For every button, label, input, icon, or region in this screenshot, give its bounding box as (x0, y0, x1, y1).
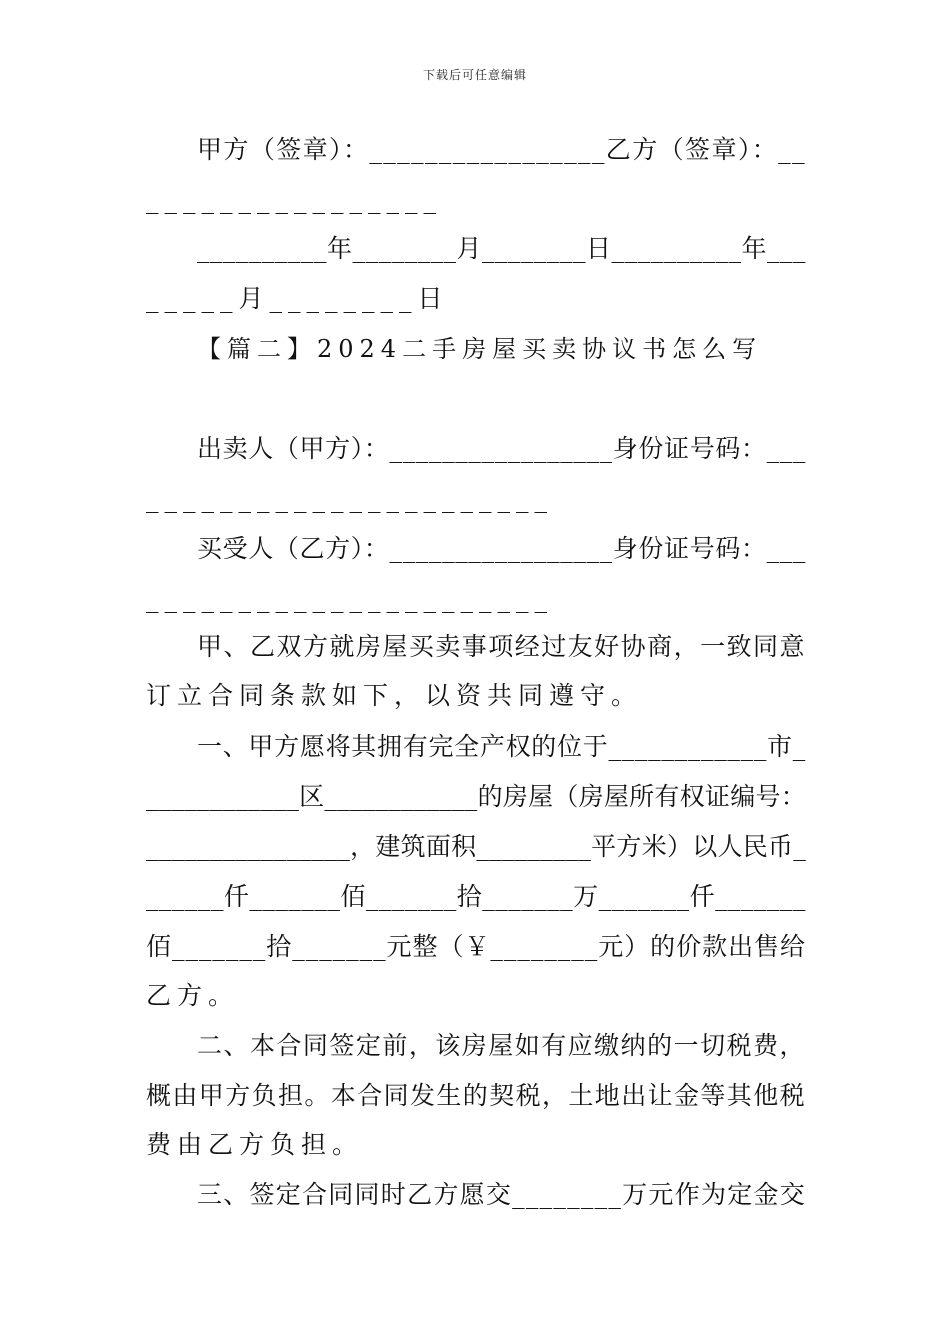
clause-1-line-5: 佰_______拾_______元整（￥________元）的价款出售给 (146, 932, 806, 961)
clause-1-line-6: 乙方。 (146, 981, 240, 1010)
paragraph-intro-continued: 订立合同条款如下，以资共同遵守。 (146, 681, 643, 710)
section-title: 【篇二】2024二手房屋买卖协议书怎么写 (197, 335, 763, 363)
buyer-id-continued: ______________________ (146, 584, 553, 613)
buyer-line: 买受人（乙方）：_________________身份证号码：___ (197, 534, 806, 563)
clause-1-line-3: ________________，建筑面积_________平方米）以人民币_ (146, 832, 806, 861)
clause-3: 三、签定合同同时乙方愿交________万元作为定金交 (197, 1180, 806, 1209)
clause-1: 一、甲方愿将其拥有完全产权的位于____________市_ (197, 732, 806, 761)
signature-line-continued: ________________ (146, 185, 442, 214)
signature-line: 甲方（签章）：_________________乙方（签章）：__ (197, 135, 806, 164)
clause-2: 二、本合同签定前，该房屋如有应缴纳的一切税费， (197, 1031, 806, 1060)
seller-line: 出卖人（甲方）：_________________身份证号码：___ (197, 434, 806, 463)
paragraph-intro: 甲、乙双方就房屋买卖事项经过友好协商，一致同意 (197, 632, 806, 661)
clause-1-line-2: ____________区____________的房屋（房屋所有权证编号： (146, 782, 806, 811)
seller-id-continued: ______________________ (146, 484, 553, 513)
clause-2-line-3: 费由乙方负担。 (146, 1130, 364, 1159)
date-line-continued: _____月________日 (146, 284, 449, 313)
page-header-note: 下载后可任意编辑 (422, 68, 527, 82)
clause-1-line-4: ______仟_______佰_______拾_______万_______仟_______ (146, 882, 806, 911)
date-line: __________年________月________日__________年___ (197, 234, 806, 263)
clause-2-line-2: 概由甲方负担。本合同发生的契税，土地出让金等其他税 (146, 1081, 806, 1110)
